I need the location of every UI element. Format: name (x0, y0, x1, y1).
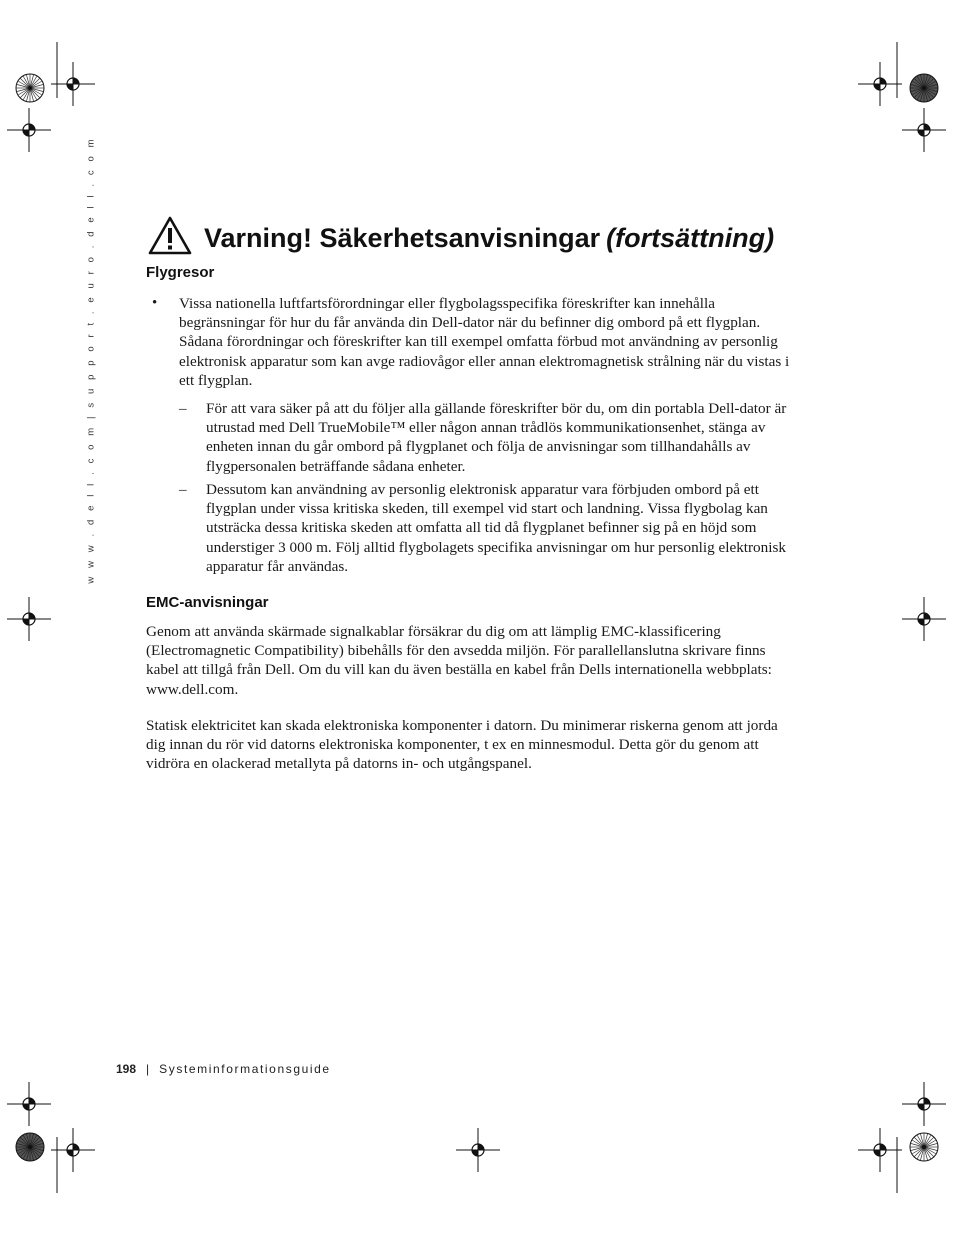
page-header (148, 214, 848, 262)
title-main: Varning! Säkerhetsanvisningar (204, 223, 601, 253)
bullet-mark: • (152, 295, 158, 311)
registration-starburst-icon (16, 74, 44, 102)
page-footer (116, 1062, 331, 1076)
bullet-text: Vissa nationella luftfartsförordningar eller flygbolagsspecifika föreskrifter kan innehålla begränsningar för hur du får använda din Dell-dator när du befinner dig ombord på ett flygplan. Sådana förordningar och föreskrifter kan till exempel omfatta förbud mot användning av personlig elektronisk apparatur som kan avge radiovågor eller annan elektromagnetisk strålning när du vistas i ett flygplan. (179, 295, 790, 389)
registration-crosshair-icon (902, 1082, 946, 1126)
side-url-text: w w w . d e l l . c o m | s u p p o r t . e u r o . d e l l . c o m (85, 136, 97, 584)
dell-website-link[interactable]: www.dell.com (146, 680, 235, 698)
registration-starburst-icon (910, 74, 938, 102)
heading-flygresor: Flygresor (146, 264, 215, 281)
registration-crosshair-icon (7, 1082, 51, 1126)
emc-paragraph-2: Statisk elektricitet kan skada elektroniska komponenter i datorn. Du minimerar riskerna genom att jorda dig innan du rör vid datorns elektroniska komponenter, t ex en minnesmodul. Detta gör du genom att vidröra en olackerad metallyta på datorns in- och utgångspanel. (146, 717, 778, 773)
registration-starburst-icon (910, 1133, 938, 1161)
page-title (204, 218, 774, 258)
registration-crosshair-icon (7, 108, 51, 152)
registration-crosshair-icon (902, 597, 946, 641)
footer-separator: | (146, 1062, 150, 1076)
sub-item-text: Dessutom kan användning av personlig elektronisk apparatur vara förbjuden ombord på ett flygplan under vissa kritiska skeden, till exempel vid start och landning. Vissa flygbolag kan utsträcka dessa kritiska skeden att omfatta all tid då flygplanet befinner sig på en höjd som understiger 3 000 m. Följ alltid flygbolagets specifika anvisningar om hur personlig elektronisk apparatur får användas. (206, 481, 786, 575)
warning-triangle-icon (148, 216, 192, 256)
dash-mark: – (179, 400, 187, 417)
registration-crosshair-icon (902, 108, 946, 152)
registration-crosshair-icon (456, 1128, 500, 1172)
guide-title: Systeminformationsguide (159, 1062, 331, 1076)
page-number: 198 (116, 1062, 137, 1076)
sub-item-text: För att vara säker på att du följer alla gällande föreskrifter bör du, om din portabla Dell-dator är utrustad med Dell TrueMobile™ eller någon annan trådlös kommunikationsenhet, stänga av enheten innan du går ombord på flygplanet och följa de anvisningar som tillhandahålls av flygpersonalen beträffande sådana enheter. (206, 400, 787, 475)
dash-mark: – (179, 481, 187, 498)
emc-paragraph-1-end: . (234, 680, 239, 698)
heading-emc: EMC-anvisningar (146, 594, 269, 611)
registration-crosshair-icon (51, 62, 95, 106)
registration-crosshair-icon (51, 1128, 95, 1172)
emc-paragraph-1-text: Genom att använda skärmade signalkablar försäkrar du dig om att lämplig EMC-klassificering (Electromagnetic Compatibility) bibehålls för den avsedda miljön. För parallellanslutna skrivare finns kabel att tillgå från Dell. Om du vill kan du även beställa en kabel från Dells internationella webbplats: (146, 623, 772, 679)
registration-crosshair-icon (858, 1128, 902, 1172)
registration-crosshair-icon (858, 62, 902, 106)
title-continued: (fortsättning) (606, 223, 775, 253)
registration-crosshair-icon (7, 597, 51, 641)
registration-starburst-icon (16, 1133, 44, 1161)
emc-paragraph-1 (146, 622, 786, 699)
